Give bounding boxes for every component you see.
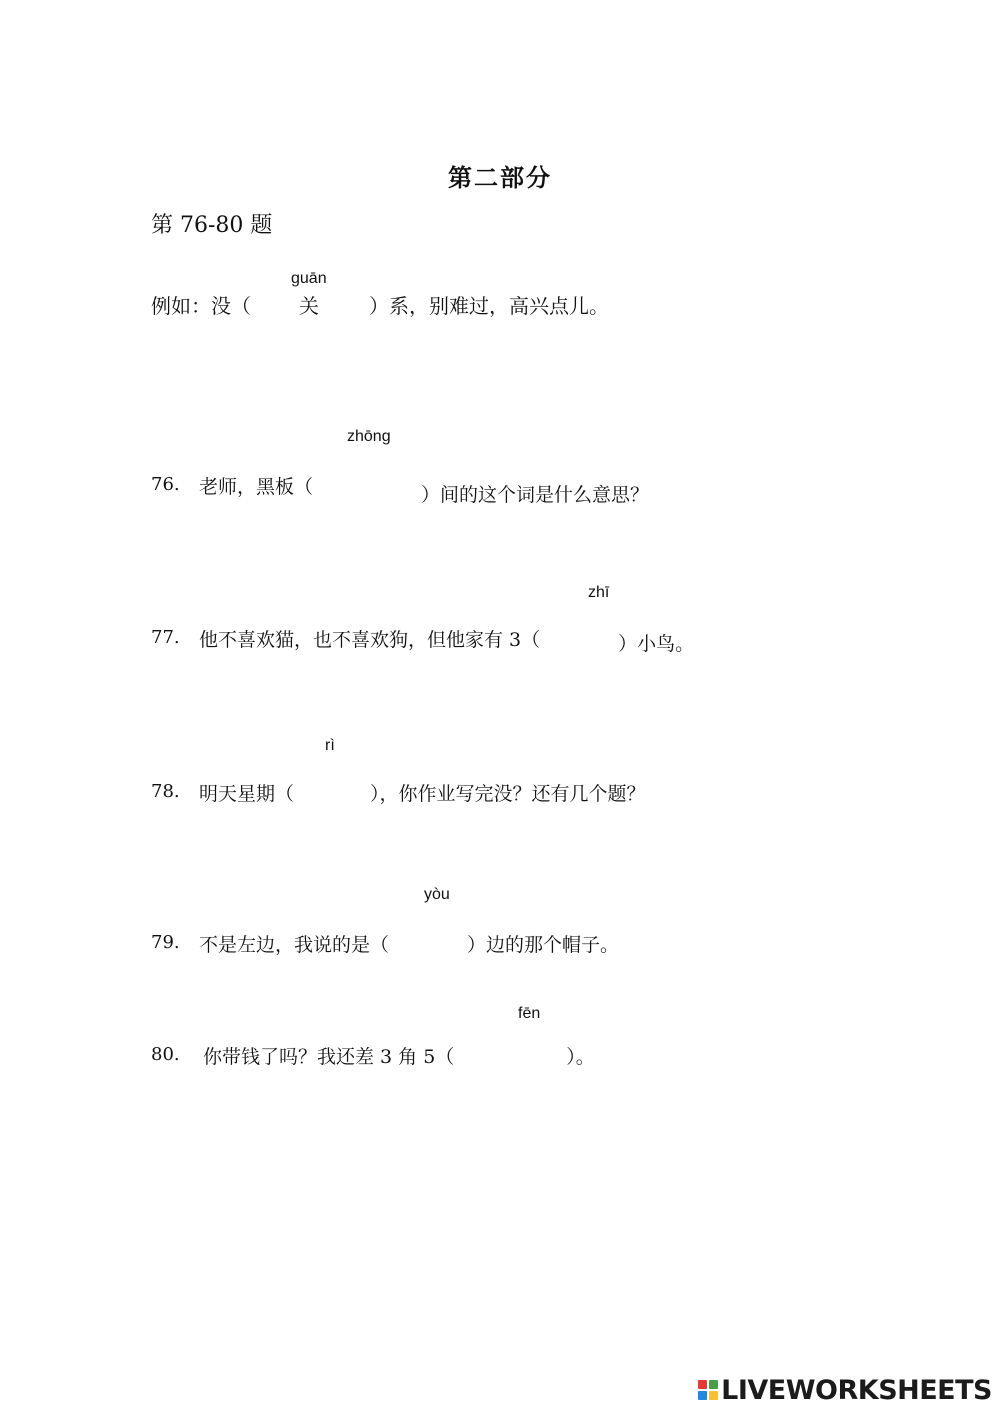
example-sentence xyxy=(151,290,609,319)
q76-number: 76. xyxy=(151,474,180,495)
q78-text-after: ），你作业写完没？还有几个题？ xyxy=(370,783,646,805)
example-prefix: 例如：没（ xyxy=(151,294,251,318)
q80-number: 80. xyxy=(151,1044,180,1065)
q80-text-before: 你带钱了吗？我还差 3 角 5（ xyxy=(203,1046,455,1068)
logo-block xyxy=(709,1380,718,1389)
q76-text-before: 老师，黑板（ xyxy=(199,476,314,498)
q78-sentence xyxy=(199,779,646,807)
q76-answer-blank[interactable] xyxy=(313,476,421,500)
q78-pinyin: rì xyxy=(325,737,335,754)
q78-answer-blank[interactable] xyxy=(294,783,370,807)
q76-pinyin: zhōng xyxy=(347,428,391,445)
q80-text-after: ）。 xyxy=(566,1046,595,1068)
q77-sentence xyxy=(199,625,694,653)
logo-block xyxy=(709,1391,718,1400)
q77-pinyin: zhī xyxy=(588,584,610,601)
q77-number: 77. xyxy=(151,627,180,648)
q78-number: 78. xyxy=(151,781,180,802)
q76-sentence xyxy=(199,472,650,506)
example-pinyin: guān xyxy=(291,270,327,287)
q80-sentence xyxy=(203,1042,595,1070)
q76-text-after: ）间的这个词是什么意思？ xyxy=(421,484,650,506)
q77-text-after: ）小鸟。 xyxy=(618,633,695,655)
q79-answer-blank[interactable] xyxy=(389,934,467,958)
section-title: 第二部分 xyxy=(448,164,552,192)
example-answer: 关 xyxy=(299,294,319,318)
liveworksheets-logo xyxy=(698,1373,992,1407)
q79-sentence xyxy=(199,930,619,958)
liveworksheets-brand: LIVEWORKSHEETS xyxy=(721,1374,992,1406)
q78-text-before: 明天星期（ xyxy=(199,783,295,805)
q77-text-before: 他不喜欢猫，也不喜欢狗，但他家有 3（ xyxy=(199,629,541,651)
q77-answer-blank[interactable] xyxy=(540,629,618,653)
q80-pinyin: fēn xyxy=(518,1005,541,1022)
q79-number: 79. xyxy=(151,932,180,953)
q79-text-after: ）边的那个帽子。 xyxy=(467,934,620,956)
liveworksheets-logo-icon xyxy=(698,1380,718,1400)
logo-block xyxy=(698,1391,707,1400)
logo-block xyxy=(698,1380,707,1389)
question-range: 第 76-80 题 xyxy=(151,213,273,238)
example-suffix: ）系，别难过，高兴点儿。 xyxy=(369,294,609,318)
q79-text-before: 不是左边，我说的是（ xyxy=(199,934,390,956)
q80-answer-blank[interactable] xyxy=(454,1046,566,1070)
q79-pinyin: yòu xyxy=(424,886,450,903)
